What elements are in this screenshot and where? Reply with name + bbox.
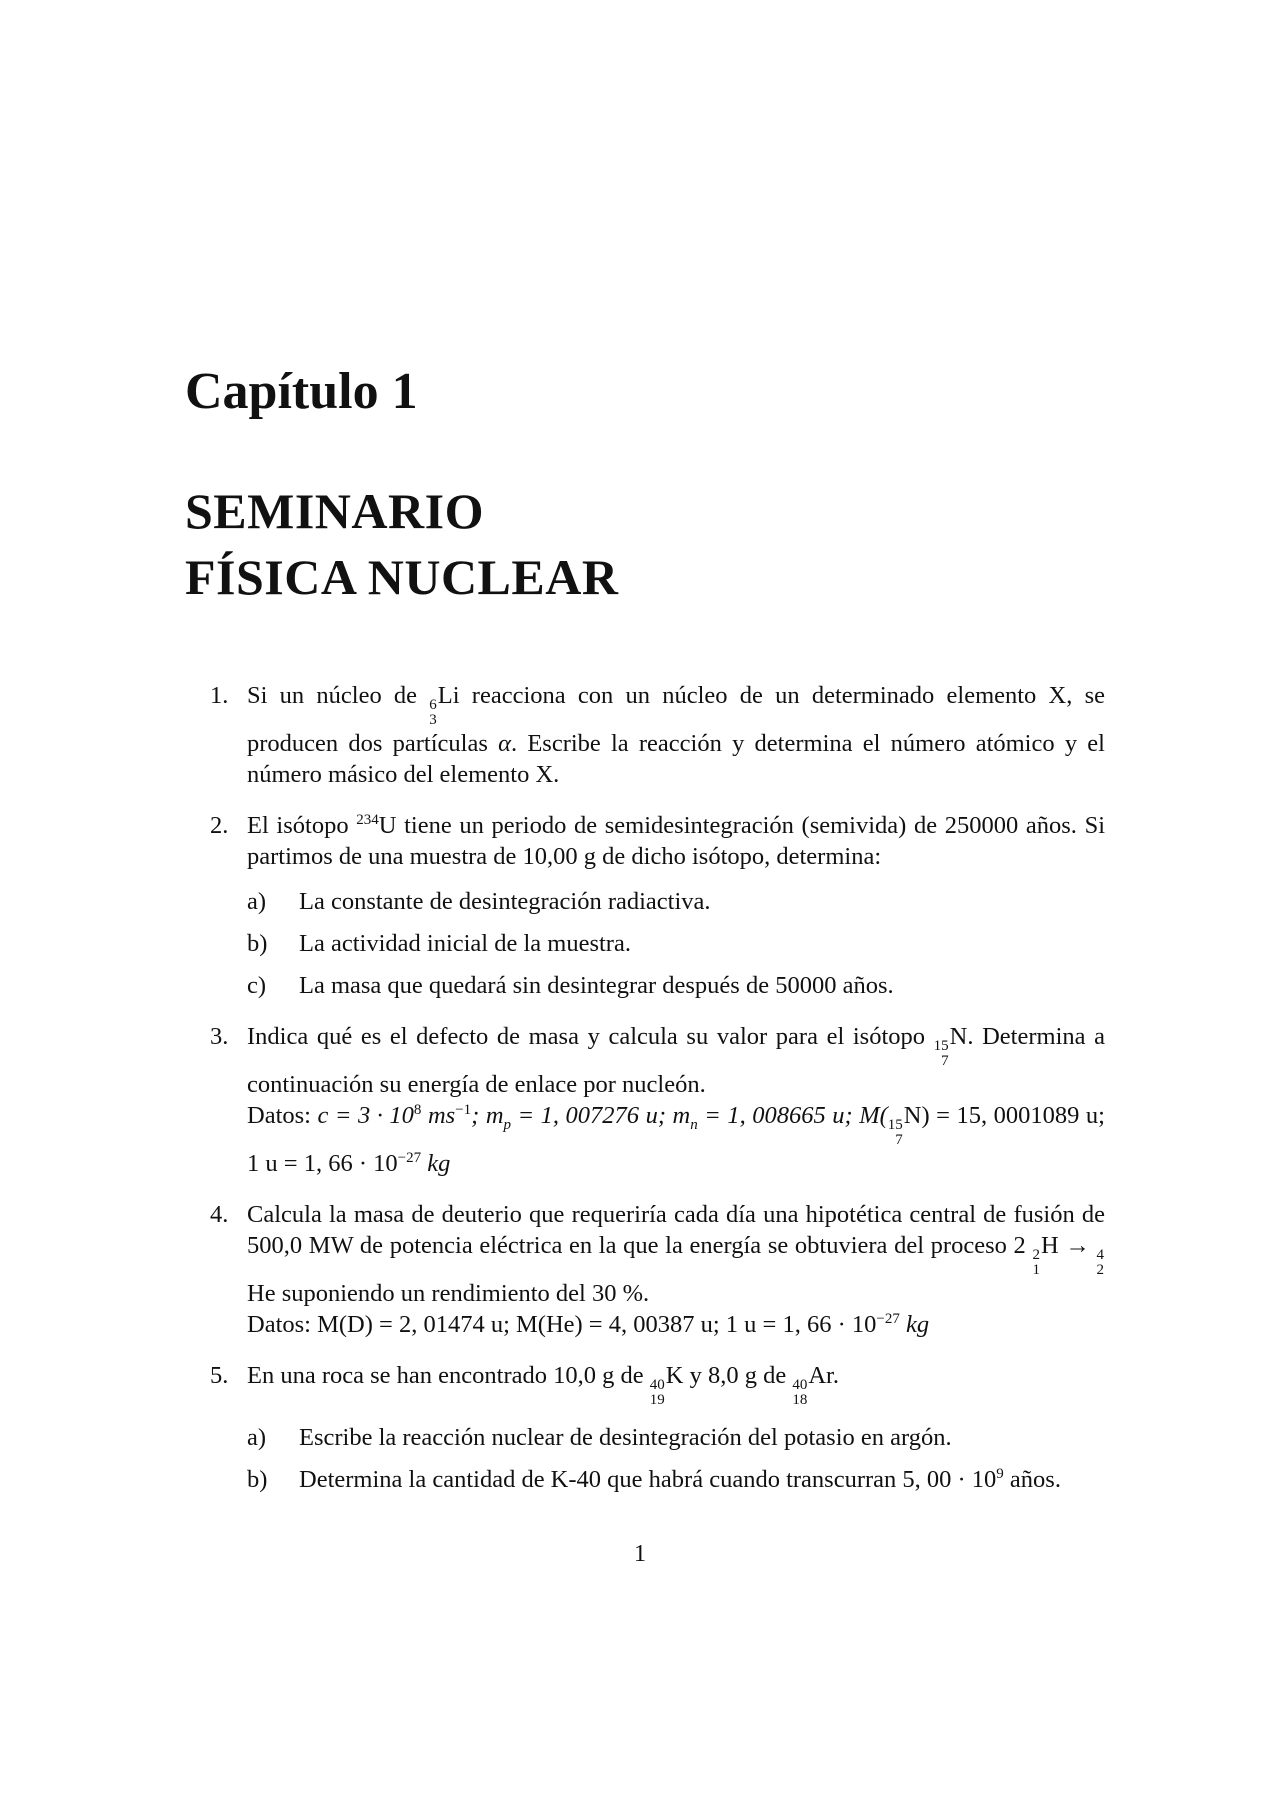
problem-text: . xyxy=(832,1362,839,1389)
subquestion-b xyxy=(247,928,1105,959)
element-symbol: H xyxy=(1040,1232,1059,1259)
data-value: N) = 15, 0001089 u; 1 u = 1, 66 · 10 xyxy=(247,1102,1105,1177)
subquestion-text: años. xyxy=(1003,1466,1061,1493)
problem-3 xyxy=(210,1021,1105,1179)
exponent: −27 xyxy=(397,1149,422,1166)
problem-number: 4. xyxy=(210,1201,229,1228)
title-line-2: FÍSICA NUCLEAR xyxy=(185,549,619,605)
subquestion-label: a) xyxy=(247,888,267,915)
problem-text: Calcula la masa de deuterio que requeriría cada día una hipotética central de fusión de 500,0 MW de potencia eléctrica en la que la energía se obtuviera del proceso 2 xyxy=(247,1201,1105,1259)
subquestion-text: Escribe la reacción nuclear de desintegración del potasio en argón. xyxy=(299,1424,952,1451)
subquestion-text: La masa que quedará sin desintegrar después de 50000 años. xyxy=(299,972,894,999)
subquestion-a xyxy=(247,886,1105,917)
element-symbol: N xyxy=(949,1023,968,1050)
problem-text: reacciona con un núcleo de un determinado elemento X, se producen dos partículas xyxy=(247,682,1105,757)
subquestion-c xyxy=(247,970,1105,1001)
problem-1 xyxy=(210,680,1105,790)
problem-text: suponiendo un rendimiento del 30 %. xyxy=(275,1280,650,1307)
page-number: 1 xyxy=(633,1540,647,1567)
element-symbol: K xyxy=(665,1362,684,1389)
subquestion-label: b) xyxy=(247,930,268,957)
data-value: c = 3 · 10 xyxy=(317,1102,414,1129)
element-symbol: Li xyxy=(437,682,460,709)
data-value: = 1, 008665 u; M( xyxy=(697,1102,888,1129)
isotope-h: 2 1 xyxy=(1032,1247,1040,1278)
isotope-ar: 40 18 xyxy=(792,1377,808,1408)
isotope-n: 15 7 xyxy=(933,1038,949,1069)
problem-number: 5. xyxy=(210,1362,229,1389)
data-value: kg xyxy=(899,1311,930,1338)
subquestion-text: La actividad inicial de la muestra. xyxy=(299,930,631,957)
problem-list xyxy=(210,680,1105,1515)
element-symbol: Ar xyxy=(808,1362,833,1389)
problem-5 xyxy=(210,1360,1105,1495)
subquestion-b xyxy=(247,1464,1105,1495)
problem-number: 3. xyxy=(210,1023,229,1050)
problem-text: Si un núcleo de xyxy=(247,682,430,709)
problem-text: . Determina a continuación su energía de enlace por nucleón. xyxy=(247,1023,1105,1098)
alpha-symbol: α xyxy=(498,730,511,757)
isotope-li: 6 3 xyxy=(429,697,437,728)
subscript: p xyxy=(503,1116,512,1133)
subquestion-list xyxy=(247,1422,1105,1495)
isotope-he: 4 2 xyxy=(1096,1247,1105,1278)
subquestion-text: La constante de desintegración radiactiva. xyxy=(299,888,711,915)
exponent: −27 xyxy=(876,1310,900,1327)
subscript: n xyxy=(690,1116,698,1133)
problem-text: tiene un periodo de semidesintegración (semivida) de 250000 años. Si partimos de una muestra de 10,00 g de dicho isótopo, determina: xyxy=(247,812,1106,870)
subquestion-a xyxy=(247,1422,1105,1453)
problem-number: 1. xyxy=(210,682,229,709)
exponent: 8 xyxy=(413,1101,422,1118)
chapter-heading: Capítulo 1 xyxy=(185,363,418,420)
problem-text: Indica qué es el defecto de masa y calcula su valor para el isótopo xyxy=(247,1023,934,1050)
problem-number: 2. xyxy=(210,812,229,839)
element-symbol: U xyxy=(378,812,397,839)
problem-4 xyxy=(210,1199,1105,1340)
document-title xyxy=(185,478,618,610)
subquestion-text: Determina la cantidad de K-40 que habrá cuando transcurran 5, 00 · 10 xyxy=(299,1466,997,1493)
data-line: Datos: M(D) = 2, 01474 u; M(He) = 4, 00387 u; 1 u = 1, 66 · 10 xyxy=(247,1311,877,1338)
exponent: −1 xyxy=(455,1101,472,1118)
data-value: = 1, 007276 u; m xyxy=(511,1102,691,1129)
isotope-k: 40 19 xyxy=(649,1377,665,1408)
exponent: 9 xyxy=(996,1465,1004,1482)
element-symbol: He xyxy=(247,1280,276,1307)
subquestion-label: c) xyxy=(247,972,267,999)
mass-number: 234 xyxy=(356,811,379,828)
title-line-1: SEMINARIO xyxy=(185,483,484,539)
subquestion-list xyxy=(247,886,1105,1001)
problem-text: El isótopo xyxy=(247,812,357,839)
problem-2 xyxy=(210,810,1105,1001)
data-value: kg xyxy=(421,1150,451,1177)
problem-text: . Escribe la reacción y determina el número atómico y el número másico del elemento X. xyxy=(247,730,1105,788)
data-value: ms xyxy=(421,1102,456,1129)
arrow: → xyxy=(1058,1232,1097,1259)
isotope-n: 15 7 xyxy=(887,1117,903,1148)
subquestion-label: a) xyxy=(247,1424,267,1451)
data-label: Datos: xyxy=(247,1102,318,1129)
problem-text: En una roca se han encontrado 10,0 g de xyxy=(247,1362,650,1389)
data-value: ; m xyxy=(471,1102,504,1129)
subquestion-label: b) xyxy=(247,1466,268,1493)
problem-text: y 8,0 g de xyxy=(683,1362,793,1389)
